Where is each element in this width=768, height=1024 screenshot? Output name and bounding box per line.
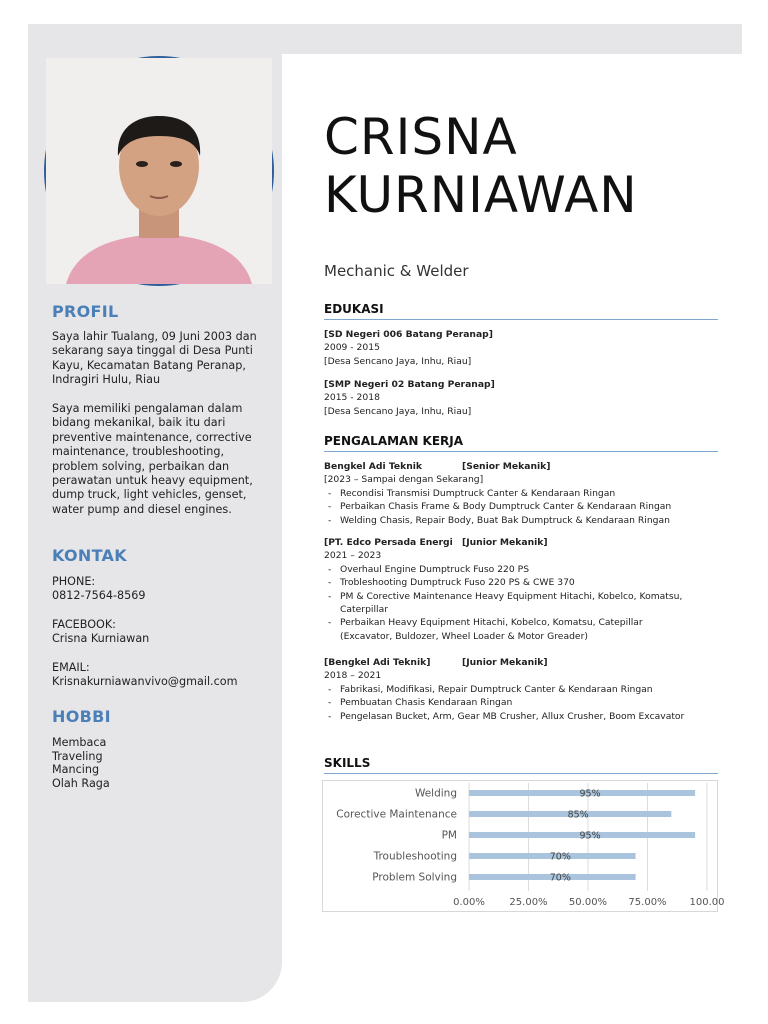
job-task: - Recondisi Transmisi Dumptruck Canter & Kendaraan Ringan <box>324 487 724 500</box>
job-period: 2018 – 2021 <box>324 670 382 682</box>
contact-facebook <box>52 618 262 647</box>
job-company: [Bengkel Adi Teknik] <box>324 657 431 668</box>
chart-x-tick-label: 50.00% <box>568 897 608 908</box>
facebook-label: FACEBOOK: <box>52 618 116 631</box>
phone-label: PHONE: <box>52 575 96 588</box>
text-line: perawatan untuk heavy equipment, <box>52 474 253 488</box>
job-task: - Pembuatan Chasis Kendaraan Ringan <box>324 696 724 709</box>
school-entry-2 <box>324 378 724 418</box>
chart-x-tick-label: 75.00% <box>628 897 667 908</box>
job-position: [Senior Mekanik] <box>462 461 551 472</box>
school-years: 2015 - 2018 <box>324 392 380 404</box>
job-company: [PT. Edco Persada Energi <box>324 537 453 548</box>
job-header <box>324 536 724 549</box>
profile-photo <box>44 56 274 286</box>
last-name: KURNIAWAN <box>324 166 638 224</box>
school-name: [SMP Negeri 02 Batang Peranap] <box>324 379 495 390</box>
job-task-list <box>324 487 724 527</box>
job-task: - Pengelasan Bucket, Arm, Gear MB Crusher, Allux Crusher, Boom Excavator <box>324 710 724 723</box>
job-entry-1 <box>324 460 724 527</box>
school-years: 2009 - 2015 <box>324 342 380 354</box>
chart-category-label: Welding <box>414 787 457 800</box>
chart-category-label: Troubleshooting <box>373 850 457 863</box>
text-line: dump truck, light vehicles, genset, <box>52 488 247 502</box>
job-task-continuation: (Excavator, Buldozer, Wheel Loader & Motor Greader) <box>340 630 588 642</box>
text-line: Kayu, Kecamatan Batang Peranap, <box>52 358 246 372</box>
email-value: Krisnakurniawanvivo@gmail.com <box>52 675 238 689</box>
hobby-item: Mancing <box>52 763 100 777</box>
text-line: water pump and diesel engines. <box>52 502 232 516</box>
contact-phone <box>52 575 262 604</box>
text-line: Saya memiliki pengalaman dalam <box>52 402 243 415</box>
job-header <box>324 656 724 669</box>
hobbi-heading: HOBBI <box>52 707 111 726</box>
job-task: - PM & Corective Maintenance Heavy Equipment Hitachi, Kobelco, Komatsu, <box>324 590 724 603</box>
facebook-value: Crisna Kurniawan <box>52 632 150 646</box>
top-band <box>282 24 742 54</box>
job-task: - Perbaikan Heavy Equipment Hitachi, Kobelco, Komatsu, Catepillar <box>324 616 724 629</box>
chart-data-label: 85% <box>567 809 589 821</box>
job-entry-3 <box>324 656 724 723</box>
full-name <box>324 108 638 224</box>
chart-x-tick-label: 25.00% <box>509 897 548 908</box>
chart-data-label: 95% <box>579 788 601 800</box>
text-line: Indragiri Hulu, Riau <box>52 373 161 387</box>
text-line: bidang mekanikal, baik itu dari <box>52 416 226 430</box>
job-task: - Fabrikasi, Modifikasi, Repair Dumptruck Canter & Kendaraan Ringan <box>324 683 724 696</box>
text-line: problem solving, perbaikan dan <box>52 459 230 473</box>
chart-data-label: 70% <box>549 872 571 884</box>
school-entry-1 <box>324 328 724 368</box>
job-task: - Overhaul Engine Dumptruck Fuso 220 PS <box>324 563 724 576</box>
hobbi-list <box>52 736 262 790</box>
job-task-list <box>324 683 724 723</box>
profil-heading: PROFIL <box>52 302 119 321</box>
chart-category-label: PM <box>441 829 457 842</box>
first-name: CRISNA <box>324 108 518 166</box>
hobby-item: Olah Raga <box>52 776 110 790</box>
chart-x-tick-label: 100.00 <box>689 897 725 908</box>
job-entry-2 <box>324 536 724 643</box>
job-period: 2021 – 2023 <box>324 550 382 562</box>
job-task: - Perbaikan Chasis Frame & Body Dumptruck Canter & Kendaraan Ringan <box>324 500 724 513</box>
profil-paragraph-2 <box>52 402 262 517</box>
job-header <box>324 460 724 473</box>
job-task: - Trobleshooting Dumptruck Fuso 220 PS & CWE 370 <box>324 576 724 589</box>
chart-x-tick-label: 0.00% <box>453 897 485 908</box>
job-task: - Welding Chasis, Repair Body, Buat Bak Dumptruck & Kendaraan Ringan <box>324 514 724 527</box>
job-period: [2023 – Sampai dengan Sekarang] <box>324 474 484 486</box>
text-line: preventive maintenance, corrective <box>52 430 252 444</box>
skills-heading: SKILLS <box>324 756 718 774</box>
chart-category-label: Problem Solving <box>372 871 457 884</box>
hobby-item: Traveling <box>52 749 103 763</box>
job-task-list <box>324 563 724 643</box>
text-line: Saya lahir Tualang, 09 Juni 2003 dan <box>52 330 257 343</box>
kontak-heading: KONTAK <box>52 546 127 565</box>
school-place: [Desa Sencano Jaya, Inhu, Riau] <box>324 355 472 367</box>
skills-chart <box>322 780 725 912</box>
email-label: EMAIL: <box>52 661 90 674</box>
job-position: [Junior Mekanik] <box>462 537 548 548</box>
chart-data-label: 70% <box>549 851 571 863</box>
profil-paragraph-1 <box>52 330 262 388</box>
skills-chart-svg <box>323 781 725 911</box>
hobby-item: Membaca <box>52 736 107 749</box>
school-name: [SD Negeri 006 Batang Peranap] <box>324 329 493 340</box>
phone-value: 0812-7564-8569 <box>52 589 146 603</box>
pengalaman-heading: PENGALAMAN KERJA <box>324 434 718 452</box>
edukasi-heading: EDUKASI <box>324 302 718 320</box>
text-line: maintenance, troubleshooting, <box>52 445 225 459</box>
school-place: [Desa Sencano Jaya, Inhu, Riau] <box>324 405 472 417</box>
chart-category-label: Corective Maintenance <box>336 808 457 821</box>
job-position: [Junior Mekanik] <box>462 657 548 668</box>
contact-email <box>52 661 262 690</box>
job-task-continuation: Caterpillar <box>340 604 388 616</box>
job-role: Mechanic & Welder <box>324 262 469 280</box>
text-line: sekarang saya tinggal di Desa Punti <box>52 344 253 358</box>
chart-data-label: 95% <box>579 830 601 842</box>
job-company: Bengkel Adi Teknik <box>324 461 423 472</box>
